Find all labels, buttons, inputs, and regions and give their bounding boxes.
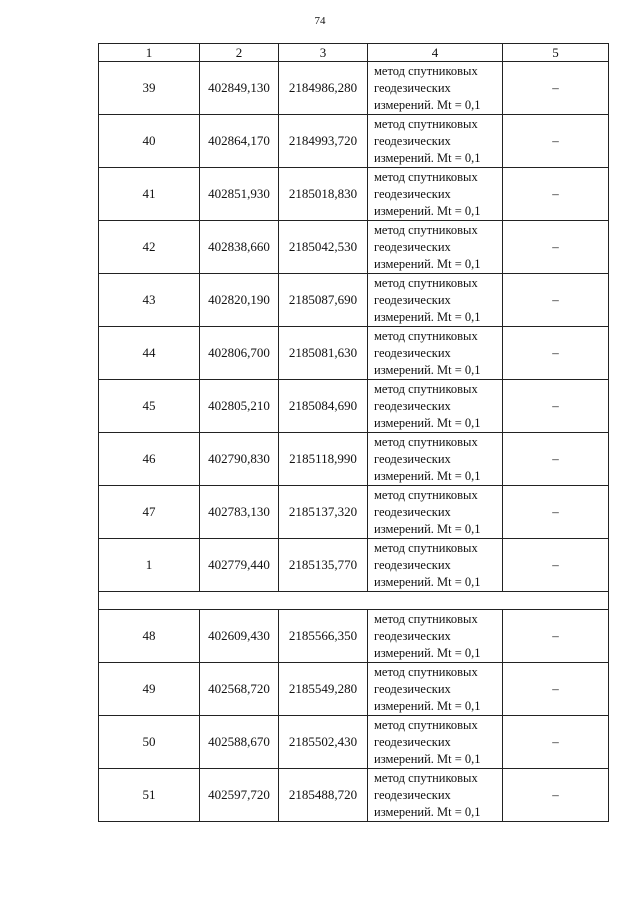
method-line: метод спутниковых [374,328,478,343]
method-cell [368,168,503,221]
method-line: геодезических [374,292,451,307]
method-line: метод спутниковых [374,275,478,290]
point-number-cell: 44 [99,327,200,380]
method-cell [368,486,503,539]
x-coordinate-cell: 402609,430 [200,610,279,663]
table-row [99,769,609,822]
x-coordinate-cell: 402779,440 [200,539,279,592]
y-coordinate-cell: 2185018,830 [279,168,368,221]
note-cell: – [503,486,609,539]
x-coordinate-cell: 402820,190 [200,274,279,327]
table-row [99,433,609,486]
point-number-cell: 51 [99,769,200,822]
method-cell [368,274,503,327]
method-cell [368,115,503,168]
table-row [99,221,609,274]
method-line: геодезических [374,734,451,749]
method-line: метод спутниковых [374,222,478,237]
method-line: геодезических [374,80,451,95]
method-line: геодезических [374,681,451,696]
method-line: измерений. Mt = 0,1 [374,574,481,589]
method-line: метод спутниковых [374,63,478,78]
method-line: геодезических [374,239,451,254]
x-coordinate-cell: 402806,700 [200,327,279,380]
note-cell: – [503,380,609,433]
method-cell [368,62,503,115]
x-coordinate-cell: 402597,720 [200,769,279,822]
y-coordinate-cell: 2185084,690 [279,380,368,433]
table-row [99,327,609,380]
method-line: метод спутниковых [374,116,478,131]
method-line: измерений. Mt = 0,1 [374,415,481,430]
method-line: измерений. Mt = 0,1 [374,203,481,218]
method-cell [368,663,503,716]
note-cell: – [503,221,609,274]
point-number-cell: 42 [99,221,200,274]
note-cell: – [503,115,609,168]
note-cell: – [503,168,609,221]
point-number-cell: 47 [99,486,200,539]
header-col-3: 3 [279,44,368,62]
x-coordinate-cell: 402783,130 [200,486,279,539]
method-line: метод спутниковых [374,540,478,555]
y-coordinate-cell: 2185042,530 [279,221,368,274]
y-coordinate-cell: 2185081,630 [279,327,368,380]
x-coordinate-cell: 402805,210 [200,380,279,433]
method-line: метод спутниковых [374,770,478,785]
method-line: метод спутниковых [374,664,478,679]
table-body [99,62,609,822]
method-line: геодезических [374,186,451,201]
table-row [99,610,609,663]
y-coordinate-cell: 2185502,430 [279,716,368,769]
separator-row [99,592,609,610]
method-line: геодезических [374,557,451,572]
y-coordinate-cell: 2185566,350 [279,610,368,663]
note-cell: – [503,539,609,592]
note-cell: – [503,274,609,327]
y-coordinate-cell: 2185135,770 [279,539,368,592]
table-header-row [99,44,609,62]
method-line: метод спутниковых [374,434,478,449]
table-row [99,663,609,716]
method-line: метод спутниковых [374,487,478,502]
method-line: геодезических [374,133,451,148]
table-row [99,274,609,327]
method-line: геодезических [374,504,451,519]
header-col-4: 4 [368,44,503,62]
method-cell [368,610,503,663]
x-coordinate-cell: 402790,830 [200,433,279,486]
method-line: измерений. Mt = 0,1 [374,309,481,324]
y-coordinate-cell: 2185118,990 [279,433,368,486]
note-cell: – [503,663,609,716]
x-coordinate-cell: 402851,930 [200,168,279,221]
x-coordinate-cell: 402864,170 [200,115,279,168]
method-cell [368,327,503,380]
method-cell [368,433,503,486]
method-line: геодезических [374,787,451,802]
note-cell: – [503,62,609,115]
point-number-cell: 39 [99,62,200,115]
method-line: измерений. Mt = 0,1 [374,468,481,483]
point-number-cell: 43 [99,274,200,327]
note-cell: – [503,716,609,769]
method-line: метод спутниковых [374,381,478,396]
y-coordinate-cell: 2184993,720 [279,115,368,168]
point-number-cell: 45 [99,380,200,433]
method-line: метод спутниковых [374,717,478,732]
page-number: 74 [314,15,326,27]
table-row [99,380,609,433]
point-number-cell: 41 [99,168,200,221]
note-cell: – [503,433,609,486]
y-coordinate-cell: 2185488,720 [279,769,368,822]
method-line: измерений. Mt = 0,1 [374,804,481,819]
point-number-cell: 48 [99,610,200,663]
table-row [99,115,609,168]
method-line: геодезических [374,398,451,413]
x-coordinate-cell: 402838,660 [200,221,279,274]
y-coordinate-cell: 2184986,280 [279,62,368,115]
separator-cell [99,592,609,610]
table-row [99,168,609,221]
method-line: геодезических [374,345,451,360]
x-coordinate-cell: 402568,720 [200,663,279,716]
method-line: измерений. Mt = 0,1 [374,362,481,377]
coordinates-table [98,43,609,822]
header-col-2: 2 [200,44,279,62]
method-line: измерений. Mt = 0,1 [374,256,481,271]
method-cell [368,380,503,433]
table-row [99,486,609,539]
table-row [99,716,609,769]
method-cell [368,769,503,822]
table-row [99,539,609,592]
method-line: метод спутниковых [374,169,478,184]
method-line: измерений. Mt = 0,1 [374,698,481,713]
note-cell: – [503,610,609,663]
point-number-cell: 1 [99,539,200,592]
header-col-1: 1 [99,44,200,62]
point-number-cell: 49 [99,663,200,716]
note-cell: – [503,327,609,380]
x-coordinate-cell: 402588,670 [200,716,279,769]
method-cell [368,221,503,274]
point-number-cell: 40 [99,115,200,168]
y-coordinate-cell: 2185549,280 [279,663,368,716]
method-line: измерений. Mt = 0,1 [374,521,481,536]
method-cell [368,716,503,769]
header-col-5: 5 [503,44,609,62]
table-row [99,62,609,115]
method-line: метод спутниковых [374,611,478,626]
y-coordinate-cell: 2185087,690 [279,274,368,327]
method-line: геодезических [374,628,451,643]
point-number-cell: 46 [99,433,200,486]
method-line: измерений. Mt = 0,1 [374,97,481,112]
x-coordinate-cell: 402849,130 [200,62,279,115]
y-coordinate-cell: 2185137,320 [279,486,368,539]
method-line: измерений. Mt = 0,1 [374,751,481,766]
method-line: измерений. Mt = 0,1 [374,645,481,660]
method-line: геодезических [374,451,451,466]
method-line: измерений. Mt = 0,1 [374,150,481,165]
method-cell [368,539,503,592]
note-cell: – [503,769,609,822]
point-number-cell: 50 [99,716,200,769]
